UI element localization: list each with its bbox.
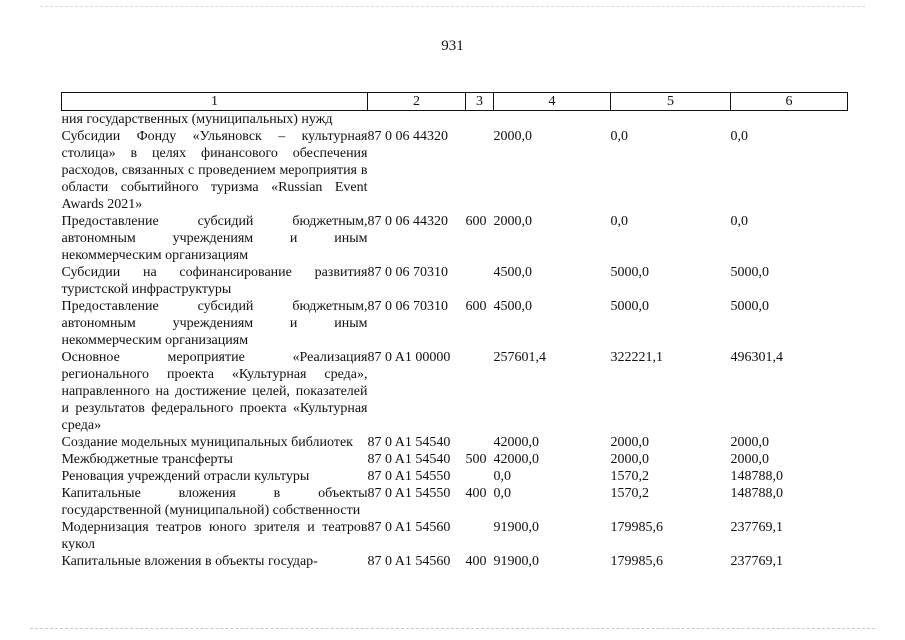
row-name: Модернизация театров юного зрителя и театров кукол	[61, 520, 368, 552]
header-col-5: 5	[611, 93, 731, 111]
table-row	[62, 213, 848, 264]
scan-edge-bottom	[30, 628, 875, 629]
table-row	[62, 451, 848, 468]
row-code: 87 0 A1 00000	[367, 350, 451, 365]
row-value-col-4: 2000,0	[493, 214, 532, 229]
row-value-col-4: 4500,0	[493, 299, 532, 314]
row-expense-type	[466, 349, 494, 434]
row-name: Основное мероприятие «Реализация регионального проекта «Культурная среда», направленного на достижение целей, показателей и результатов федерального проекта «Культурная среда»	[61, 350, 368, 433]
table-row	[62, 485, 848, 519]
row-value-col-6: 5000,0	[730, 265, 769, 280]
header-col-2: 2	[368, 93, 466, 111]
table-row	[62, 349, 848, 434]
row-name: Субсидии Фонду «Ульяновск – культурная столица» в целях финансового обеспечения расходов, связанных с проведением мероприятия в области событийного туризма «Russian Event Awards 2021»	[61, 129, 368, 212]
row-value-col-6: 496301,4	[730, 350, 783, 365]
row-value-col-4: 91900,0	[493, 520, 539, 535]
row-value-col-5: 1570,2	[610, 469, 649, 484]
table-row	[62, 434, 848, 451]
row-name: ния государственных (муниципальных) нужд	[61, 112, 333, 127]
row-code: 87 0 A1 54550	[367, 486, 451, 501]
row-name: Капитальные вложения в объекты государственной (муниципальной) собственности	[61, 486, 368, 518]
row-value-col-5: 179985,6	[610, 520, 663, 535]
row-value-col-4	[494, 111, 611, 129]
row-expense-type	[466, 264, 494, 298]
table-row	[62, 553, 848, 570]
row-expense-type	[466, 468, 494, 485]
row-value-col-5: 1570,2	[610, 486, 649, 501]
row-value-col-6: 2000,0	[730, 452, 769, 467]
row-expense-type	[466, 434, 494, 451]
row-value-col-4: 0,0	[493, 469, 511, 484]
table-row	[62, 298, 848, 349]
row-value-col-4: 91900,0	[493, 554, 539, 569]
row-name: Реновация учреждений отрасли культуры	[61, 469, 310, 484]
row-name: Субсидии на софинансирование развития туристской инфраструктуры	[61, 265, 368, 297]
row-expense-type: 400	[465, 554, 487, 569]
row-value-col-5: 5000,0	[610, 299, 649, 314]
row-value-col-4: 42000,0	[493, 435, 539, 450]
page-number: 931	[441, 38, 464, 54]
row-value-col-5: 2000,0	[610, 452, 649, 467]
row-value-col-6: 148788,0	[730, 469, 783, 484]
row-code	[368, 111, 466, 129]
row-code: 87 0 A1 54540	[367, 435, 451, 450]
header-col-1: 1	[62, 93, 368, 111]
table-row	[62, 519, 848, 553]
budget-table	[61, 92, 848, 570]
row-expense-type: 500	[465, 452, 487, 467]
row-name: Предоставление субсидий бюджетным, автономным учреждениям и иным некоммерческим организациям	[61, 299, 368, 348]
row-expense-type: 600	[465, 299, 487, 314]
row-name: Межбюджетные трансферты	[61, 452, 233, 467]
table-row	[62, 264, 848, 298]
row-expense-type	[466, 111, 494, 129]
table-row	[62, 128, 848, 213]
row-name: Предоставление субсидий бюджетным, автономным учреждениям и иным некоммерческим организациям	[61, 214, 368, 263]
row-expense-type: 400	[465, 486, 487, 501]
header-col-6: 6	[731, 93, 848, 111]
row-code: 87 0 A1 54550	[367, 469, 451, 484]
row-name: Капитальные вложения в объекты государ-	[61, 554, 318, 569]
row-value-col-4: 2000,0	[493, 129, 532, 144]
row-expense-type: 600	[465, 214, 487, 229]
row-code: 87 0 A1 54540	[367, 452, 451, 467]
row-value-col-5: 2000,0	[610, 435, 649, 450]
row-expense-type	[466, 519, 494, 553]
row-value-col-6: 0,0	[730, 214, 748, 229]
table-row	[62, 111, 848, 129]
row-code: 87 0 A1 54560	[367, 554, 451, 569]
row-value-col-6: 148788,0	[730, 486, 783, 501]
row-value-col-4: 257601,4	[493, 350, 546, 365]
row-value-col-4: 42000,0	[493, 452, 539, 467]
row-value-col-6: 2000,0	[730, 435, 769, 450]
row-expense-type	[466, 128, 494, 213]
row-value-col-6: 0,0	[730, 129, 748, 144]
table-row	[62, 468, 848, 485]
header-col-4: 4	[494, 93, 611, 111]
row-code: 87 0 06 44320	[367, 129, 448, 144]
row-value-col-5	[611, 111, 731, 129]
row-value-col-6: 237769,1	[730, 554, 783, 569]
row-value-col-5: 322221,1	[610, 350, 663, 365]
scan-edge-top	[40, 6, 865, 7]
row-value-col-6: 5000,0	[730, 299, 769, 314]
header-col-3: 3	[466, 93, 494, 111]
row-value-col-4: 0,0	[493, 486, 511, 501]
row-value-col-6: 237769,1	[730, 520, 783, 535]
row-value-col-5: 5000,0	[610, 265, 649, 280]
row-value-col-4: 4500,0	[493, 265, 532, 280]
row-name: Создание модельных муниципальных библиотек	[61, 435, 353, 450]
row-code: 87 0 06 70310	[367, 265, 448, 280]
row-value-col-5: 0,0	[610, 214, 628, 229]
row-value-col-5: 0,0	[610, 129, 628, 144]
row-code: 87 0 06 44320	[367, 214, 448, 229]
row-value-col-6	[731, 111, 848, 129]
row-value-col-5: 179985,6	[610, 554, 663, 569]
table-header-row	[62, 93, 848, 111]
row-code: 87 0 A1 54560	[367, 520, 451, 535]
row-code: 87 0 06 70310	[367, 299, 448, 314]
